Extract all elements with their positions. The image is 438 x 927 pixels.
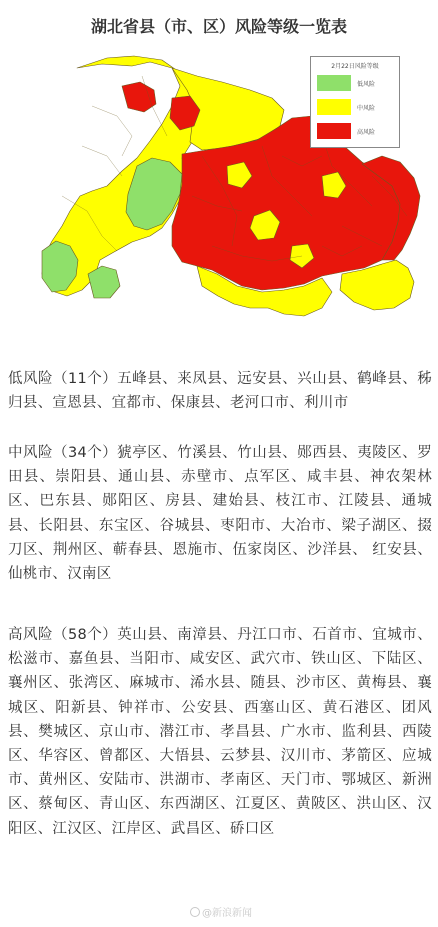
legend-swatch-high bbox=[317, 123, 351, 139]
map-legend bbox=[310, 56, 400, 148]
watermark-text: @新浪新闻 bbox=[202, 908, 252, 919]
legend-row-medium bbox=[317, 99, 397, 115]
high-risk-list: 高风险（58个）英山县、南漳县、丹江口市、石首市、宜城市、松滋市、嘉鱼县、当阳市、咸安区、武穴市、铁山区、下陆区、襄州区、张湾区、麻城市、浠水县、随县、沙市区、黄梅县、襄城区、阳新县、钟祥市、公安县、西塞山区、黄石港区、团风县、樊城区、京山市、潜江市、孝昌县、广水市、监利县、西陵区、华容区、曾都区、大悟县、云梦县、汉川市、茅箭区、应城市、黄州区、安陆市、洪湖市、孝南区、天门市、鄂城区、新洲区、蔡甸区、青山区、东西湖区、江夏区、黄陂区、洪山区、汉阳区、江汉区、江岸区、武昌区、硚口区 bbox=[8, 627, 432, 837]
page-title: 湖北省县（市、区）风险等级一览表 bbox=[90, 17, 347, 36]
legend-title: 2月22日风险等级 bbox=[331, 63, 379, 70]
legend-label-medium: 中风险 bbox=[357, 105, 376, 112]
low-risk-list: 低风险（11个）五峰县、来凤县、远安县、兴山县、鹤峰县、秭归县、宣恩县、宜都市、保康县、老河口市、利川市 bbox=[8, 371, 432, 412]
legend-label-low: 低风险 bbox=[357, 81, 376, 88]
legend-swatch-low bbox=[317, 75, 351, 91]
watermark bbox=[190, 904, 252, 919]
legend-swatch-medium bbox=[317, 99, 351, 115]
medium-risk-list: 中风险（34个）猇亭区、竹溪县、竹山县、郧西县、夷陵区、罗田县、崇阳县、通山县、赤壁市、点军区、咸丰县、神农架林区、巴东县、郧阳区、房县、建始县、枝江市、江陵县、通城县、长阳县、东宝区、谷城县、枣阳市、大冶市、梁子湖区、掇刀区、荆州区、蕲春县、恩施市、伍家岗区、沙洋县、 红安县、仙桃市、汉南区 bbox=[8, 445, 432, 583]
legend-label-high: 高风险 bbox=[357, 129, 376, 136]
legend-row-low bbox=[317, 75, 397, 91]
weibo-icon bbox=[190, 907, 200, 917]
region-north-high bbox=[122, 82, 156, 112]
legend-row-high bbox=[317, 123, 397, 139]
